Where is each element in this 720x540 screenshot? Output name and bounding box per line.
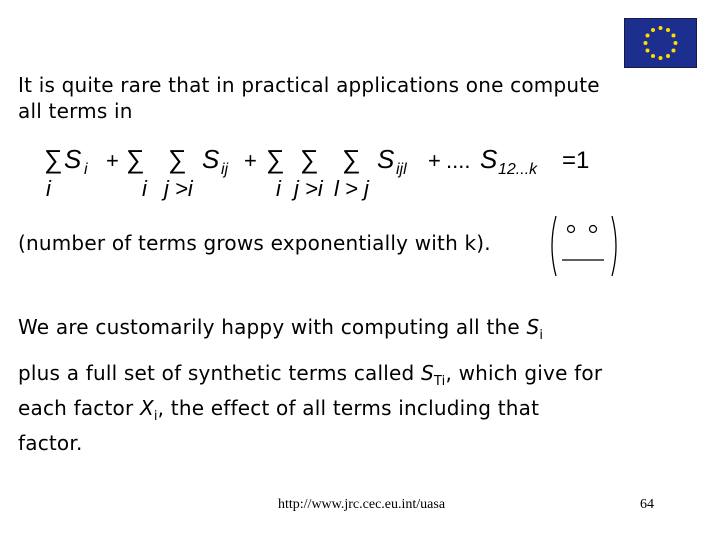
s-ij-subscript: ij — [221, 161, 229, 178]
index-j-gt-i: j >i — [294, 176, 323, 201]
s-ijl-symbol: S — [377, 144, 395, 174]
index-i: i — [276, 176, 281, 201]
s-ti-symbol: S — [420, 361, 434, 385]
index-i: i — [142, 176, 147, 201]
neutral-face-icon — [548, 210, 620, 282]
index-i: i — [46, 176, 51, 201]
customary-paragraph — [18, 314, 543, 349]
s-ij-symbol: S — [202, 144, 220, 174]
s-i-subscript: i — [84, 161, 88, 178]
sum-symbol: ∑ — [168, 144, 187, 174]
intro-line-2: all terms in — [18, 99, 133, 123]
s-i-symbol: S — [64, 144, 82, 174]
synthetic-line-2 — [18, 395, 708, 430]
synthetic-text-2: , which give for — [445, 361, 603, 385]
index-j-gt-i: j >i — [164, 176, 193, 201]
equals-one: =1 — [562, 147, 590, 174]
synthetic-text-3: each factor — [18, 396, 134, 420]
customary-text: We are customarily happy with computing all the — [18, 315, 520, 339]
variance-decomposition-formula — [44, 138, 604, 208]
x-i-subscript: i — [153, 409, 158, 424]
intro-line-1: It is quite rare that in practical applications one compute — [18, 73, 600, 97]
s-ti-subscript: Ti — [433, 374, 446, 389]
synthetic-terms-paragraph — [18, 360, 708, 456]
s-12k-subscript: 12...k — [498, 161, 538, 178]
sum-symbol: ∑ — [300, 144, 319, 174]
sum-symbol: ∑ — [266, 144, 285, 174]
eu-flag-icon — [624, 18, 697, 68]
sum-symbol: ∑ — [342, 144, 361, 174]
s-i-subscript: i — [539, 328, 544, 343]
plus-sign: + — [106, 148, 119, 173]
footer-url: http://www.jrc.cec.eu.int/uasa — [278, 497, 446, 512]
plus-sign: + — [428, 148, 441, 173]
index-l-gt-j: l > j — [334, 176, 369, 201]
x-i-symbol: X — [139, 396, 154, 420]
sum-symbol: ∑ — [44, 144, 63, 174]
page-number: 64 — [640, 497, 654, 512]
note-text: (number of terms grows exponentially with k). — [18, 231, 491, 255]
synthetic-line-1 — [18, 360, 708, 395]
synthetic-text-4: , the effect of all terms including that — [157, 396, 540, 420]
eu-flag-stars — [625, 19, 696, 67]
ellipsis: .... — [446, 148, 471, 173]
synthetic-line-3: factor. — [18, 431, 83, 455]
plus-sign: + — [244, 148, 257, 173]
s-ijl-subscript: ijl — [396, 161, 407, 178]
sum-symbol: ∑ — [126, 144, 145, 174]
s-12k-symbol: S — [480, 144, 498, 174]
s-i-symbol: S — [526, 315, 540, 339]
intro-paragraph — [18, 72, 698, 124]
synthetic-text-1: plus a full set of synthetic terms called — [18, 361, 415, 385]
